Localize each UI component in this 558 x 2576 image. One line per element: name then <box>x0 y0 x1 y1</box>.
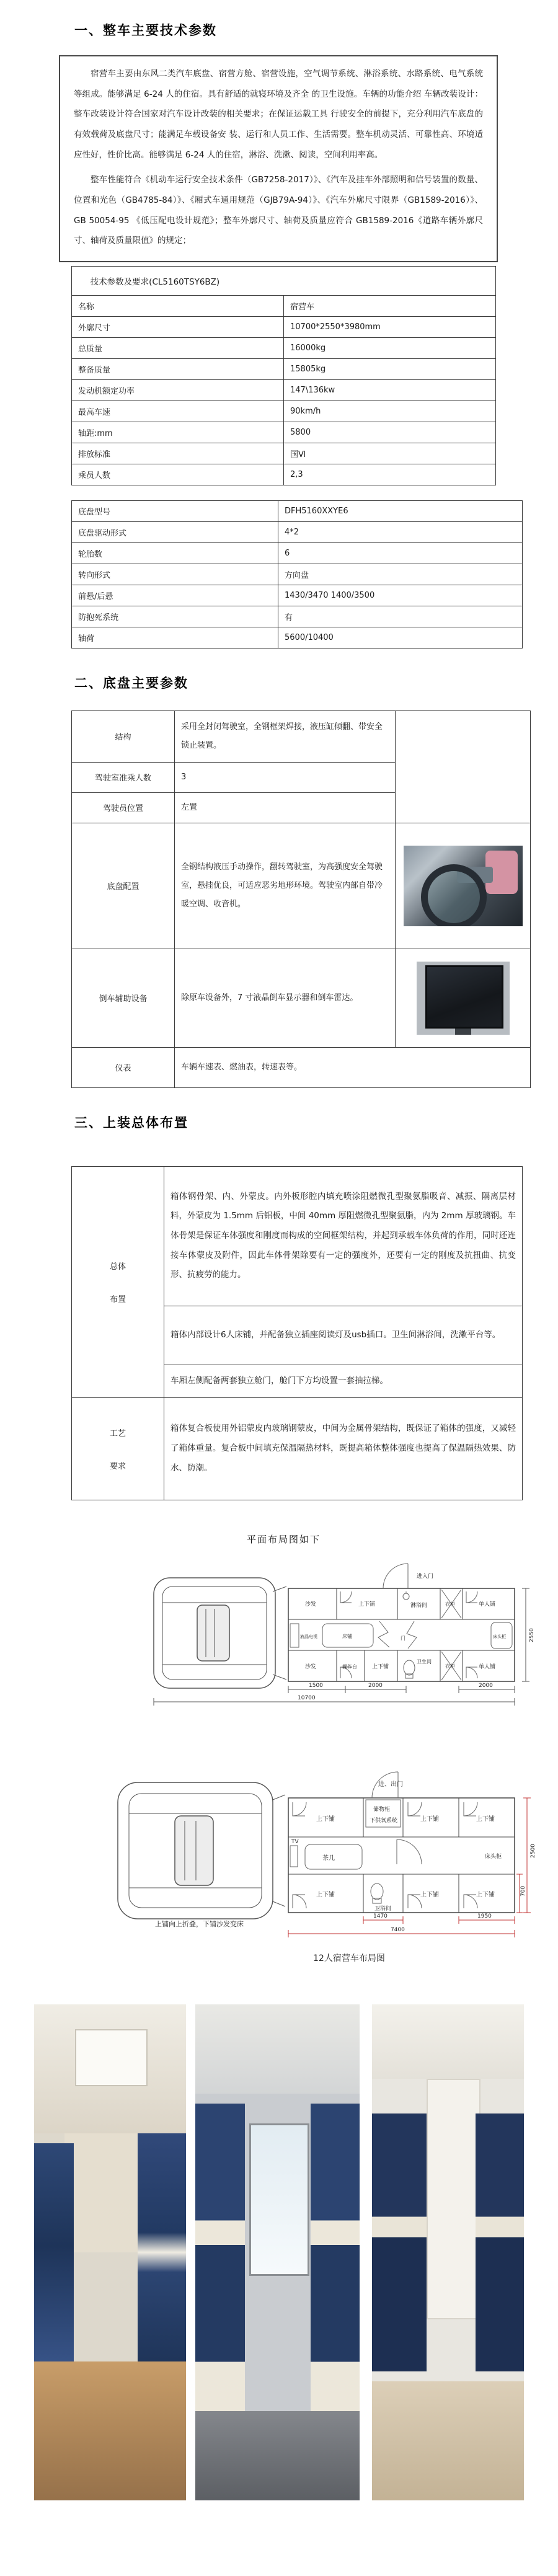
reversing-monitor-photo <box>417 962 510 1035</box>
param-value: 6 <box>278 542 523 564</box>
row-label: 倒车辅助设备 <box>72 949 175 1047</box>
bath-door-symbol <box>397 1839 422 1864</box>
param-value: 10700*2550*3980mm <box>284 316 496 337</box>
row-label <box>72 1166 164 1397</box>
cab-interior-photo <box>404 846 523 926</box>
shower-icon <box>403 1591 409 1600</box>
row-label: 结构 <box>72 710 175 762</box>
interior-photo-corridor-view <box>195 2004 360 2500</box>
section2-title: 二、底盘主要参数 <box>74 675 188 691</box>
section1-title: 一、整车主要技术参数 <box>74 23 217 38</box>
plan1-bed-label: 床铺 <box>342 1633 352 1639</box>
section3-title: 三、上装总体布置 <box>74 1115 188 1130</box>
table-row <box>72 500 523 521</box>
table-row <box>72 585 523 606</box>
params-table-header: 技术参数及要求(CL5160TSY6BZ) <box>72 266 496 295</box>
row-desc: 车厢左侧配备两套独立舱门，舱门下方均设置一套抽拉梯。 <box>164 1365 523 1397</box>
param-label: 排放标准 <box>72 443 284 464</box>
param-value: 方向盘 <box>278 564 523 585</box>
row-label: 底盘配置 <box>72 823 175 949</box>
photo-bunk-right <box>476 2113 524 2371</box>
plan1-single-label: 单人铺 <box>479 1601 496 1608</box>
photo-bunk-right <box>311 2104 360 2411</box>
photo-ceiling <box>195 2004 360 2094</box>
dim-2500: 2500 <box>530 1844 536 1858</box>
row-label: 仪表 <box>72 1047 175 1087</box>
param-value: 90km/h <box>284 401 496 422</box>
dim-2550: 2550 <box>529 1628 535 1642</box>
table-row <box>72 710 531 762</box>
table-row <box>72 627 523 648</box>
table-row <box>72 316 496 337</box>
photo-bunk-left <box>34 2143 74 2371</box>
photo-bunk-right <box>138 2133 186 2381</box>
image-cell <box>396 949 531 1047</box>
row-desc: 左置 <box>175 792 396 823</box>
dim-700: 700 <box>520 1885 526 1897</box>
plan1-console-label: 操作台 <box>342 1663 357 1670</box>
floor-plan-1 <box>0 1554 558 1740</box>
table-row <box>72 1397 523 1500</box>
table-row <box>72 401 496 422</box>
plan1-sofa-label: 沙发 <box>305 1601 317 1608</box>
vehicle-intro-box <box>59 55 498 262</box>
empty-image-cell <box>396 710 531 823</box>
interior-photos-row <box>34 2004 558 2500</box>
table-row <box>72 295 496 316</box>
photo-rear-window <box>249 2123 309 2276</box>
tv-cabinet <box>290 1624 299 1647</box>
photo-floor <box>372 2381 524 2500</box>
vehicle-params-table <box>71 266 496 485</box>
plan1-wardrobe-label: 衣柜 <box>445 1663 455 1669</box>
photo-cabinet <box>427 2079 480 2319</box>
dim-1470: 1470 <box>373 1913 388 1919</box>
monitor-stand <box>455 1029 471 1035</box>
dim-10700: 10700 <box>298 1694 316 1701</box>
photo-floor <box>195 2411 360 2500</box>
dim-7400: 7400 <box>391 1926 405 1933</box>
plan2-tv-label: TV <box>291 1838 299 1845</box>
plan2-oxygen-label: 下供氧系统 <box>370 1817 398 1824</box>
truck-cab-drawing <box>154 1578 286 1688</box>
superstructure-table <box>71 1166 523 1500</box>
table-row <box>72 1047 531 1087</box>
intro-paragraph-2: 整车性能符合《机动车运行安全技术条件（GB7258-2017）》、《汽车及挂车外部照明和信号装置的数量、位置和光色（GB4785-84）》、《厢式车通用规范（GJB79A-94）》、《汽车外廓尺寸限界（GB1589-2016）》、GB 50054-95 《低压配电设计规范》；整车外廓尺寸、轴荷及质量应符合 GB1589-2016《道路车辆外廓尺寸、轴荷及质量限值》的规定； <box>74 175 483 246</box>
dim-1500: 1500 <box>309 1682 323 1689</box>
table-row <box>72 949 531 1047</box>
param-value: 国Ⅵ <box>284 443 496 464</box>
row-desc: 箱体内部设计6人床铺，并配备独立插座阅读灯及usb插口。卫生间淋浴间，洗漱平台等。 <box>164 1306 523 1365</box>
table-row <box>72 823 531 949</box>
param-value: 5800 <box>284 422 496 443</box>
param-label: 前悬/后悬 <box>72 585 278 606</box>
plan1-wardrobe-label: 衣柜 <box>445 1601 455 1607</box>
monitor-screen <box>425 965 503 1029</box>
plan1-shower-label: 淋浴间 <box>410 1602 428 1609</box>
plan2-storage-label: 储物柜 <box>373 1806 391 1813</box>
tv-box <box>290 1846 298 1867</box>
interior-photo-bunks-left-view <box>34 2004 186 2500</box>
param-value: 1430/3470 1400/3500 <box>278 585 523 606</box>
table-row <box>72 521 523 542</box>
row-label <box>72 1397 164 1500</box>
plan1-tv-label: 液晶电视 <box>300 1634 317 1639</box>
row-desc: 全钢结构液压手动操作，翻转驾驶室，为高强度安全驾驶室，悬挂优良，可适应恶劣地形环境。驾驶室内部自带冷暖空调、收音机。 <box>175 823 396 949</box>
photo-bunk-left <box>372 2113 427 2371</box>
plan1-single-label: 单人铺 <box>479 1663 496 1670</box>
param-label: 底盘型号 <box>72 500 278 521</box>
intro-paragraph-1: 宿营车主要由东风二类汽车底盘、宿营方舱、宿营设施，空气调节系统、淋浴系统、水路系统、电气系统等组成。能够满足 6-24 人的住宿。具有舒适的就寝环境及齐全 的卫生设施。车辆的功能介绍 车辆改装设计：整车改装设计符合国家对汽车设计改装的相关要求；在保证运载工具 行驶安全的前提下，充分利用汽车底盘的有效载荷及底盘尺寸；能满足车载设备安 装、运行和人员工作、生活需要。整车机动灵活、可靠性高、环境适应性好，性价比高。能够满足 6-24 人的住宿，淋浴、洗漱、阅读，空间利用率高。 <box>74 69 483 160</box>
param-label: 最高车速 <box>72 401 284 422</box>
interior-photo-bedding-view <box>372 2004 524 2500</box>
param-value: 有 <box>278 606 523 627</box>
param-label: 轮胎数 <box>72 542 278 564</box>
table-row <box>72 542 523 564</box>
table-row <box>72 266 496 295</box>
param-value: 147\136kw <box>284 379 496 401</box>
photo-bunk-left <box>195 2104 245 2411</box>
table-row <box>72 464 496 485</box>
table-row <box>72 564 523 585</box>
row-label: 驾驶室准乘人数 <box>72 762 175 792</box>
plan2-caption: 12人宿营车布局图 <box>313 1953 385 1963</box>
entry-door-label: 进、出门 <box>378 1781 403 1788</box>
entry-door-label: 进入门 <box>417 1573 434 1580</box>
toilet-icon <box>371 1883 383 1903</box>
label-line: 布置 <box>109 1295 126 1304</box>
dim-1950: 1950 <box>477 1913 492 1919</box>
label-line: 工艺 <box>109 1428 126 1438</box>
param-value: 15805kg <box>284 358 496 379</box>
row-desc: 箱体钢骨架、内、外蒙皮。内外板形腔内填充喷涂阻燃微孔型聚氨脂吸音、减振、隔离层材料，外蒙皮为 1.5mm 后铝板，中间 40mm 厚阻燃微孔型聚氨脂，内为 2mm 厚玻璃钢。车体骨架是保证车体强度和刚度而构成的空间框架结构，并起到承载车体负荷的作用，同时还连接车体蒙皮及附件，因此车体骨架除要有一定的强度外，还要有一定的刚度及抗扭曲、抗变形、抗疲劳的能力。 <box>164 1166 523 1306</box>
plan1-toilet-label: 卫生间 <box>417 1658 432 1665</box>
truck-cab-drawing <box>118 1782 285 1919</box>
plan2-bunk-label: 上下铺 <box>316 1891 335 1898</box>
table-row <box>72 606 523 627</box>
param-label: 转向形式 <box>72 564 278 585</box>
photo-ceiling <box>372 2004 524 2079</box>
table-row <box>72 1166 523 1306</box>
image-cell <box>396 823 531 949</box>
plan1-door-label: 门 <box>401 1635 405 1641</box>
photo-ceiling-light <box>75 2029 148 2086</box>
row-desc: 采用全封闭驾驶室，全钢框架焊接，液压缸倾翻、带安全锁止装置。 <box>175 710 396 762</box>
row-desc: 除原车设备外，7 寸液晶倒车显示器和倒车雷达。 <box>175 949 396 1047</box>
table-row <box>72 337 496 358</box>
param-value: DFH5160XXYE6 <box>278 500 523 521</box>
row-desc: 3 <box>175 762 396 792</box>
entry-door-symbol <box>383 1564 408 1588</box>
photo-wood-floor <box>34 2361 186 2500</box>
dim-2000b: 2000 <box>479 1682 493 1689</box>
plan2-bunk-label: 上下铺 <box>420 1815 439 1823</box>
plan1-sofa-label: 沙发 <box>305 1663 317 1670</box>
row-desc: 箱体复合板使用外铝蒙皮内玻璃钢蒙皮，中间为金属骨架结构，既保证了箱体的强度，又减轻了箱体重量。复合板中间填充保温隔热材料，既提高箱体整体强度也提高了保温隔热效果、防水、防潮。 <box>164 1397 523 1500</box>
plan2-bath-label: 卫浴间 <box>374 1905 392 1912</box>
param-label: 轴距:mm <box>72 422 284 443</box>
plan2-bunk-label: 上下铺 <box>420 1891 439 1898</box>
param-value: 宿营车 <box>284 295 496 316</box>
param-value: 2,3 <box>284 464 496 485</box>
plan2-bunk-label: 上下铺 <box>316 1815 335 1823</box>
plan2-tea-label: 茶几 <box>322 1854 335 1862</box>
label-line: 总体 <box>109 1262 126 1272</box>
param-value: 4*2 <box>278 521 523 542</box>
param-value: 16000kg <box>284 337 496 358</box>
table-row <box>72 358 496 379</box>
param-label: 名称 <box>72 295 284 316</box>
plan2-bunk-label: 上下铺 <box>476 1891 495 1898</box>
steering-wheel <box>421 864 487 926</box>
row-desc: 车辆车速表、燃油表，转速表等。 <box>175 1047 531 1087</box>
plan1-bunk-label: 上下铺 <box>372 1663 389 1670</box>
param-label: 轴荷 <box>72 627 278 648</box>
param-label: 整备质量 <box>72 358 284 379</box>
toilet-icon <box>404 1660 415 1678</box>
label-line: 要求 <box>109 1461 126 1471</box>
chassis-detail-table <box>71 710 531 1088</box>
param-label: 外廓尺寸 <box>72 316 284 337</box>
param-label: 底盘驱动形式 <box>72 521 278 542</box>
table-row <box>72 443 496 464</box>
param-label: 发动机额定功率 <box>72 379 284 401</box>
plan2-note: 上铺向上折叠，下铺沙发变床 <box>155 1919 244 1928</box>
dim-2000: 2000 <box>368 1682 383 1689</box>
param-label: 防抱死系统 <box>72 606 278 627</box>
row-label: 驾驶员位置 <box>72 792 175 823</box>
table-row <box>72 379 496 401</box>
table-row <box>72 422 496 443</box>
plan1-nightstand-label: 床头柜 <box>493 1634 506 1639</box>
plan1-bunk-label: 上下铺 <box>358 1601 376 1608</box>
param-value: 5600/10400 <box>278 627 523 648</box>
floor-plan-title: 平面布局图如下 <box>246 1533 321 1545</box>
param-label: 乘员人数 <box>72 464 284 485</box>
door-swing-symbol <box>378 1621 417 1649</box>
floor-plan-2 <box>0 1764 558 1968</box>
param-label: 总质量 <box>72 337 284 358</box>
plan2-bunk-label: 上下铺 <box>476 1815 495 1823</box>
chassis-brief-table <box>71 500 523 648</box>
plan2-nightstand-label: 床头柜 <box>485 1853 502 1860</box>
